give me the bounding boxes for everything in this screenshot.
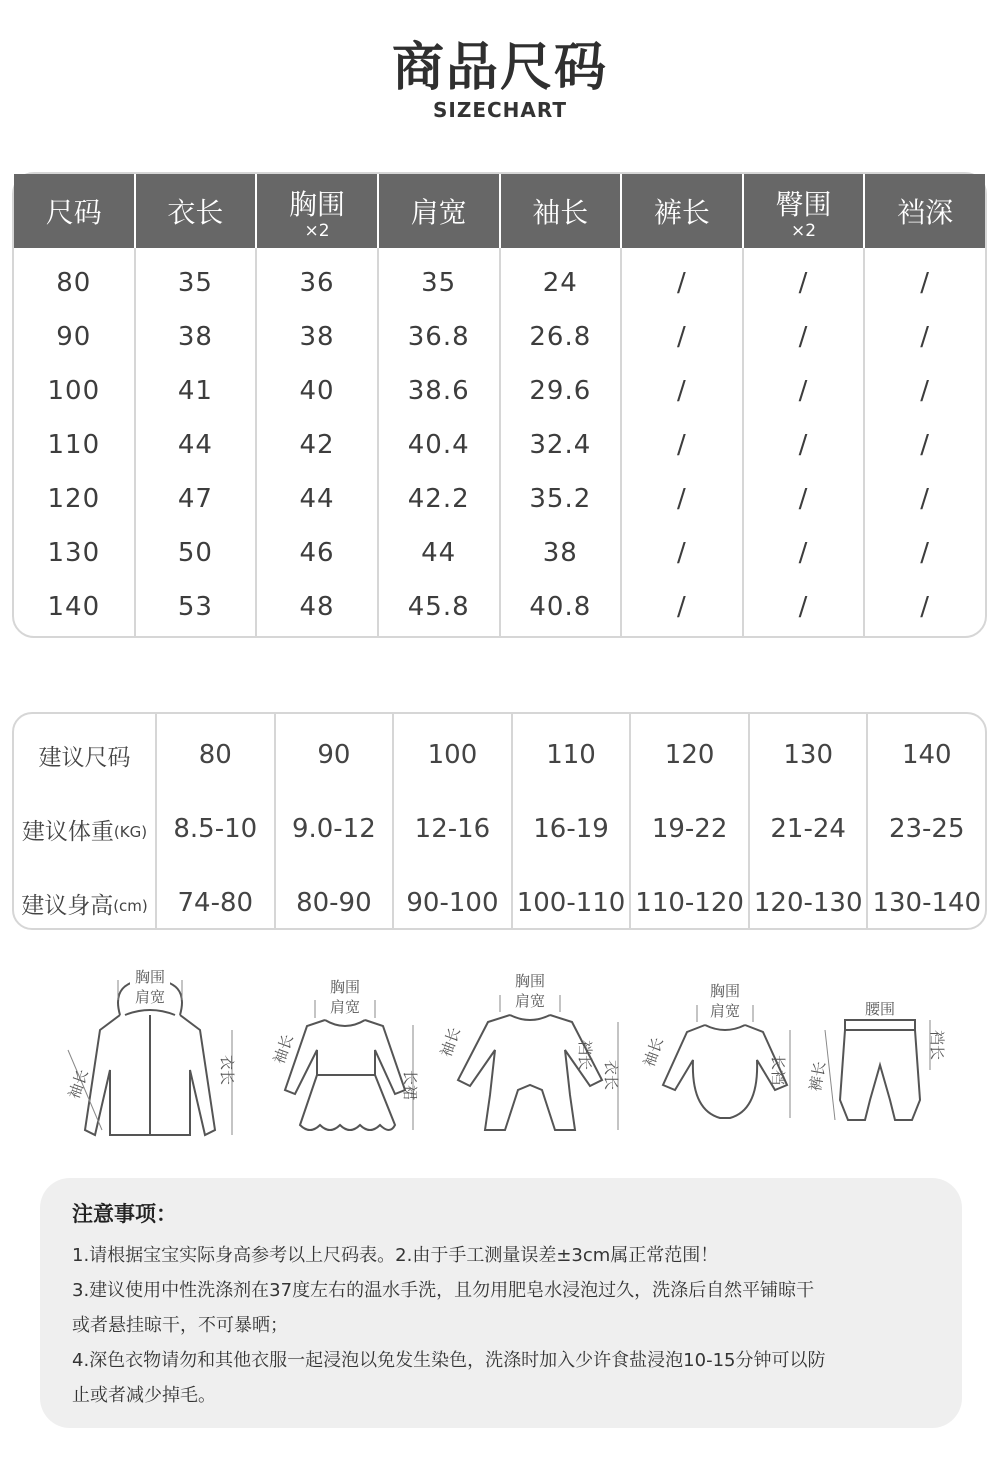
recommendation-column: [750, 714, 869, 928]
recommendation-column: [631, 714, 750, 928]
recommendation-cell: 8.5-10: [173, 814, 258, 844]
bodysuit-length-label: 长裆: [769, 1055, 787, 1086]
size-chart-cell: 45.8: [407, 592, 470, 622]
header-cell: [136, 174, 258, 248]
recommendation-cell: 140: [901, 740, 952, 770]
size-chart-column: [136, 248, 258, 638]
label-recommended-height: [14, 866, 155, 940]
size-chart-column: [622, 248, 744, 638]
header-label: 肩宽: [410, 196, 467, 229]
care-notes: [40, 1178, 962, 1428]
size-chart-cell: /: [798, 322, 809, 352]
size-chart-cell: 46: [299, 538, 335, 568]
size-chart-cell: 100: [47, 376, 101, 406]
recommendation-cell: 110: [546, 740, 596, 770]
size-chart-table: [12, 172, 987, 638]
size-chart-cell: 42.2: [407, 484, 470, 514]
size-chart-cell: 38: [177, 322, 213, 352]
jacket-length-label: 衣长: [218, 1055, 236, 1086]
recommendation-cell: 120-130: [753, 888, 863, 918]
recommendation-cell: 90: [317, 740, 351, 770]
recommendation-cell: 74-80: [177, 888, 254, 918]
recommendation-cell: 120: [664, 740, 715, 770]
header-cell: [257, 174, 379, 248]
size-chart-cell: 80: [56, 268, 92, 298]
size-chart-cell: /: [798, 484, 809, 514]
size-chart-cell: 44: [421, 538, 457, 568]
size-chart-cell: /: [920, 322, 931, 352]
romper-diagram: [430, 960, 620, 1150]
header-label: 衣长: [167, 196, 224, 229]
size-chart-cell: 50: [177, 538, 213, 568]
recommendation-cell: 16-19: [533, 814, 609, 844]
dress-shoulder-label: 肩宽: [329, 998, 361, 1016]
romper-crotch-label: 裆长: [576, 1040, 594, 1071]
size-chart-cell: 40.4: [407, 430, 470, 460]
label-text: 建议体重: [21, 818, 114, 845]
size-chart-cell: /: [798, 538, 809, 568]
label-text: 建议尺码: [38, 744, 131, 771]
size-chart-column: [501, 248, 623, 638]
recommendation-column: [394, 714, 513, 928]
size-chart-cell: /: [920, 592, 931, 622]
bodysuit-sleeve-label: 袖长: [639, 1035, 668, 1070]
jacket-sleeve-label: 袖长: [64, 1067, 93, 1102]
size-chart-column: [744, 248, 866, 638]
note-line: 4.深色衣物请勿和其他衣服一起浸泡以免发生染色，洗涤时加入少许食盐浸泡10-15分钟可以防: [72, 1350, 826, 1371]
size-chart-cell: 40.8: [529, 592, 592, 622]
size-chart-cell: /: [920, 484, 931, 514]
dress-length-label: 长裙: [401, 1070, 419, 1101]
size-chart-cell: /: [677, 376, 687, 406]
size-chart-cell: 90: [56, 322, 92, 352]
size-chart-cell: 120: [47, 484, 101, 514]
size-chart-cell: /: [798, 268, 809, 298]
dress-diagram: [245, 960, 425, 1150]
label-recommended-weight: [14, 792, 155, 866]
size-chart-cell: 26.8: [529, 322, 592, 352]
size-chart-cell: 41: [177, 376, 213, 406]
size-chart-cell: 35: [421, 268, 457, 298]
size-chart-column: [257, 248, 379, 638]
romper-sleeve-label: 袖长: [436, 1025, 465, 1060]
bodysuit-chest-label: 胸围: [709, 982, 741, 1000]
note-line: 或者悬挂晾干，不可暴晒；: [72, 1315, 288, 1336]
romper-chest-label: 胸围: [514, 972, 546, 990]
label-unit: (cm): [113, 897, 148, 915]
recommendation-cell: 12-16: [414, 814, 491, 844]
size-chart-cell: /: [920, 538, 931, 568]
header-cell: [501, 174, 623, 248]
pants-length-label: 裤长: [806, 1060, 830, 1093]
recommendation-cell: 110-120: [635, 888, 744, 918]
recommendation-column: [157, 714, 276, 928]
size-chart-cell: 44: [299, 484, 335, 514]
size-chart-cell: 130: [47, 538, 101, 568]
size-chart-cell: 38: [299, 322, 335, 352]
label-recommended-size: [14, 718, 155, 792]
size-chart-cell: 35.2: [529, 484, 592, 514]
size-chart-cell: 140: [47, 592, 101, 622]
size-chart-cell: /: [677, 484, 687, 514]
size-chart-cell: 38: [542, 538, 578, 568]
size-chart-cell: 53: [177, 592, 213, 622]
size-chart-cell: 48: [299, 592, 335, 622]
recommendation-label-column: [14, 714, 157, 928]
size-chart-cell: /: [677, 268, 687, 298]
size-chart-cell: /: [920, 376, 931, 406]
recommendation-cell: 130: [783, 740, 833, 770]
size-chart-cell: /: [798, 376, 809, 406]
size-chart-column: [379, 248, 501, 638]
size-chart-cell: /: [677, 322, 687, 352]
size-chart-body: [14, 248, 985, 638]
size-chart-cell: 42: [299, 430, 335, 460]
recommendation-cell: 23-25: [888, 814, 965, 844]
header-label: 胸围: [289, 188, 346, 221]
jacket-diagram: [50, 960, 236, 1150]
size-chart-cell: 32.4: [529, 430, 592, 460]
bodysuit-diagram: [625, 960, 805, 1150]
size-chart-cell: 47: [177, 484, 213, 514]
header-multiplier: ×2: [791, 221, 817, 241]
size-chart-cell: 35: [177, 268, 213, 298]
size-chart-cell: /: [677, 592, 687, 622]
header-cell: [379, 174, 501, 248]
romper-shoulder-label: 肩宽: [514, 992, 546, 1010]
recommendation-cell: 130-140: [872, 888, 982, 918]
pants-diagram: [806, 960, 950, 1150]
recommendation-cell: 21-24: [770, 814, 846, 844]
recommendation-cell: 19-22: [651, 814, 728, 844]
size-chart-cell: /: [798, 430, 809, 460]
header-label: 臀围: [775, 188, 832, 221]
header-label: 裆深: [897, 196, 954, 229]
label-text: 建议身高: [21, 892, 114, 919]
header-cell: [744, 174, 866, 248]
size-recommendation-table: [12, 712, 987, 930]
note-line: 止或者减少掉毛。: [72, 1385, 216, 1406]
size-chart-column: [14, 248, 136, 638]
size-chart-cell: /: [677, 538, 687, 568]
jacket-chest-label: 胸围: [134, 968, 166, 986]
header-label: 裤长: [653, 196, 710, 229]
jacket-shoulder-label: 肩宽: [134, 988, 166, 1006]
recommendation-column: [513, 714, 632, 928]
size-chart-cell: /: [798, 592, 809, 622]
page-title: 商品尺码: [391, 38, 608, 98]
size-chart-cell: 40: [299, 376, 335, 406]
size-chart-column: [865, 248, 985, 638]
pants-waist-label: 腰围: [864, 1000, 896, 1018]
header-multiplier: ×2: [304, 221, 330, 241]
recommendation-cell: 100: [427, 740, 478, 770]
size-chart-header-row: [14, 174, 985, 248]
size-chart-cell: 38.6: [407, 376, 470, 406]
notes-title: 注意事项：: [72, 1202, 177, 1226]
size-chart-cell: 36.8: [407, 322, 470, 352]
header-cell: [14, 174, 136, 248]
label-unit: (KG): [113, 823, 148, 841]
pants-crotch-label: 裆长: [928, 1030, 946, 1061]
garment-measurement-diagrams: [50, 960, 950, 1150]
size-chart-cell: 110: [47, 430, 101, 460]
header-label: 尺码: [45, 196, 102, 229]
size-chart-cell: /: [920, 268, 931, 298]
header-cell: [622, 174, 744, 248]
dress-chest-label: 胸围: [329, 978, 361, 996]
size-chart-cell: /: [920, 430, 931, 460]
recommendation-cell: 9.0-12: [291, 814, 376, 844]
recommendation-column: [868, 714, 985, 928]
recommendation-column: [276, 714, 395, 928]
recommendation-cell: 100-110: [516, 888, 626, 918]
size-chart-cell: 24: [542, 268, 578, 298]
recommendation-cell: 90-100: [406, 888, 499, 918]
note-line: 1.请根据宝宝实际身高参考以上尺码表。2.由于手工测量误差±3cm属正常范围！: [72, 1245, 719, 1266]
recommendation-cell: 80: [198, 740, 232, 770]
page-subtitle: SIZECHART: [432, 98, 568, 122]
header-cell: [865, 174, 985, 248]
size-chart-cell: /: [677, 430, 687, 460]
size-chart-cell: 36: [299, 268, 335, 298]
romper-length-label: 衣长: [602, 1060, 620, 1091]
recommendation-cell: 80-90: [296, 888, 372, 918]
dress-sleeve-label: 袖长: [269, 1032, 298, 1067]
bodysuit-shoulder-label: 肩宽: [709, 1002, 741, 1020]
size-chart-cell: 44: [177, 430, 213, 460]
note-line: 3.建议使用中性洗涤剂在37度左右的温水手洗，且勿用肥皂水浸泡过久，洗涤后自然平铺晾干: [72, 1280, 815, 1301]
header-label: 袖长: [532, 196, 589, 229]
size-chart-cell: 29.6: [529, 376, 592, 406]
